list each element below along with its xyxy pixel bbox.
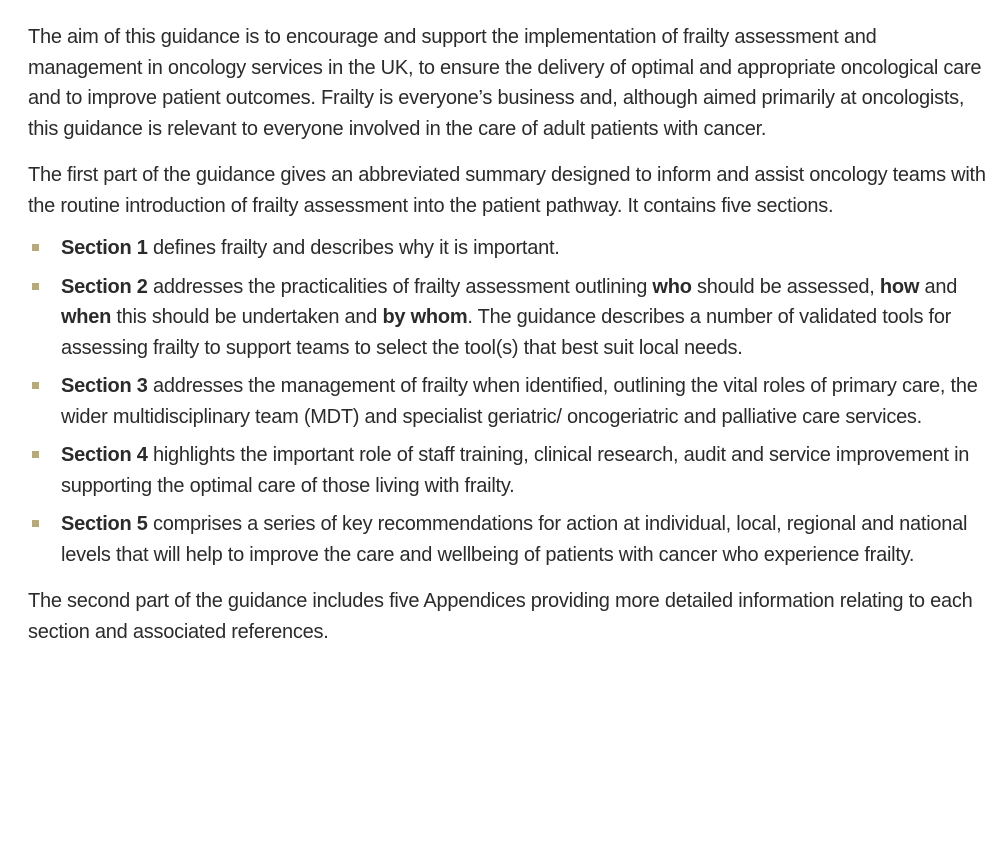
section-description: and [919,275,958,298]
section-description: comprises a series of key recommendations for action at individual, local, regional and national levels that will help to improve the care and wellbeing of patients with cancer who experience frailty. [61,513,968,566]
emphasis-by-whom: by whom [382,306,468,328]
section-title: Section 1 [61,237,148,259]
section-description: highlights the important role of staff training, clinical research, audit and service improvement in supporting the optimal care of those living with frailty. [61,444,970,497]
section-title: Section 5 [61,513,148,535]
square-bullet-icon [32,451,39,458]
emphasis-when: when [61,306,112,328]
section-description: addresses the practicalities of frailty assessment outlining [147,275,653,298]
emphasis-who: who [652,275,692,298]
list-item-section-3 [28,371,988,432]
section-description: should be assessed, [691,275,880,298]
list-item-section-2 [28,272,988,364]
square-bullet-icon [32,244,39,251]
list-item-section-1 [28,233,988,264]
section-title: Section 3 [61,375,148,397]
section-description: addresses the management of frailty when identified, outlining the vital roles of primary care, the wider multidisciplinary team (MDT) and specialist geriatric/ oncogeriatric and palliative care services. [61,375,978,428]
section-description: . The guidance describes a number of validated tools for assessing frailty to support teams to select the tool(s) that best suit local needs. [61,306,952,359]
sections-list [28,233,988,570]
square-bullet-icon [32,520,39,527]
section-title: Section 2 [61,275,148,298]
first-part-paragraph: The first part of the guidance gives an abbreviated summary designed to inform and assist oncology teams with the routine introduction of frailty assessment into the patient pathway. It contains five sections. [28,164,986,217]
section-description: this should be undertaken and [111,306,383,328]
emphasis-how: how [879,275,920,298]
square-bullet-icon [32,283,39,290]
second-part-paragraph: The second part of the guidance includes five Appendices providing more detailed information relating to each section and associated references. [28,590,973,643]
square-bullet-icon [32,382,39,389]
section-title: Section 4 [61,444,148,466]
list-item-section-4 [28,440,988,501]
intro-paragraph: The aim of this guidance is to encourage and support the implementation of frailty assessment and management in oncology services in the UK, to ensure the delivery of optimal and appropriate oncological care and to improve patient outcomes. Frailty is everyone’s business and, although aimed primarily at oncologists, this guidance is relevant to everyone involved in the care of adult patients with cancer. [28,26,982,140]
list-item-section-5 [28,509,988,570]
section-description: defines frailty and describes why it is important. [147,237,560,259]
